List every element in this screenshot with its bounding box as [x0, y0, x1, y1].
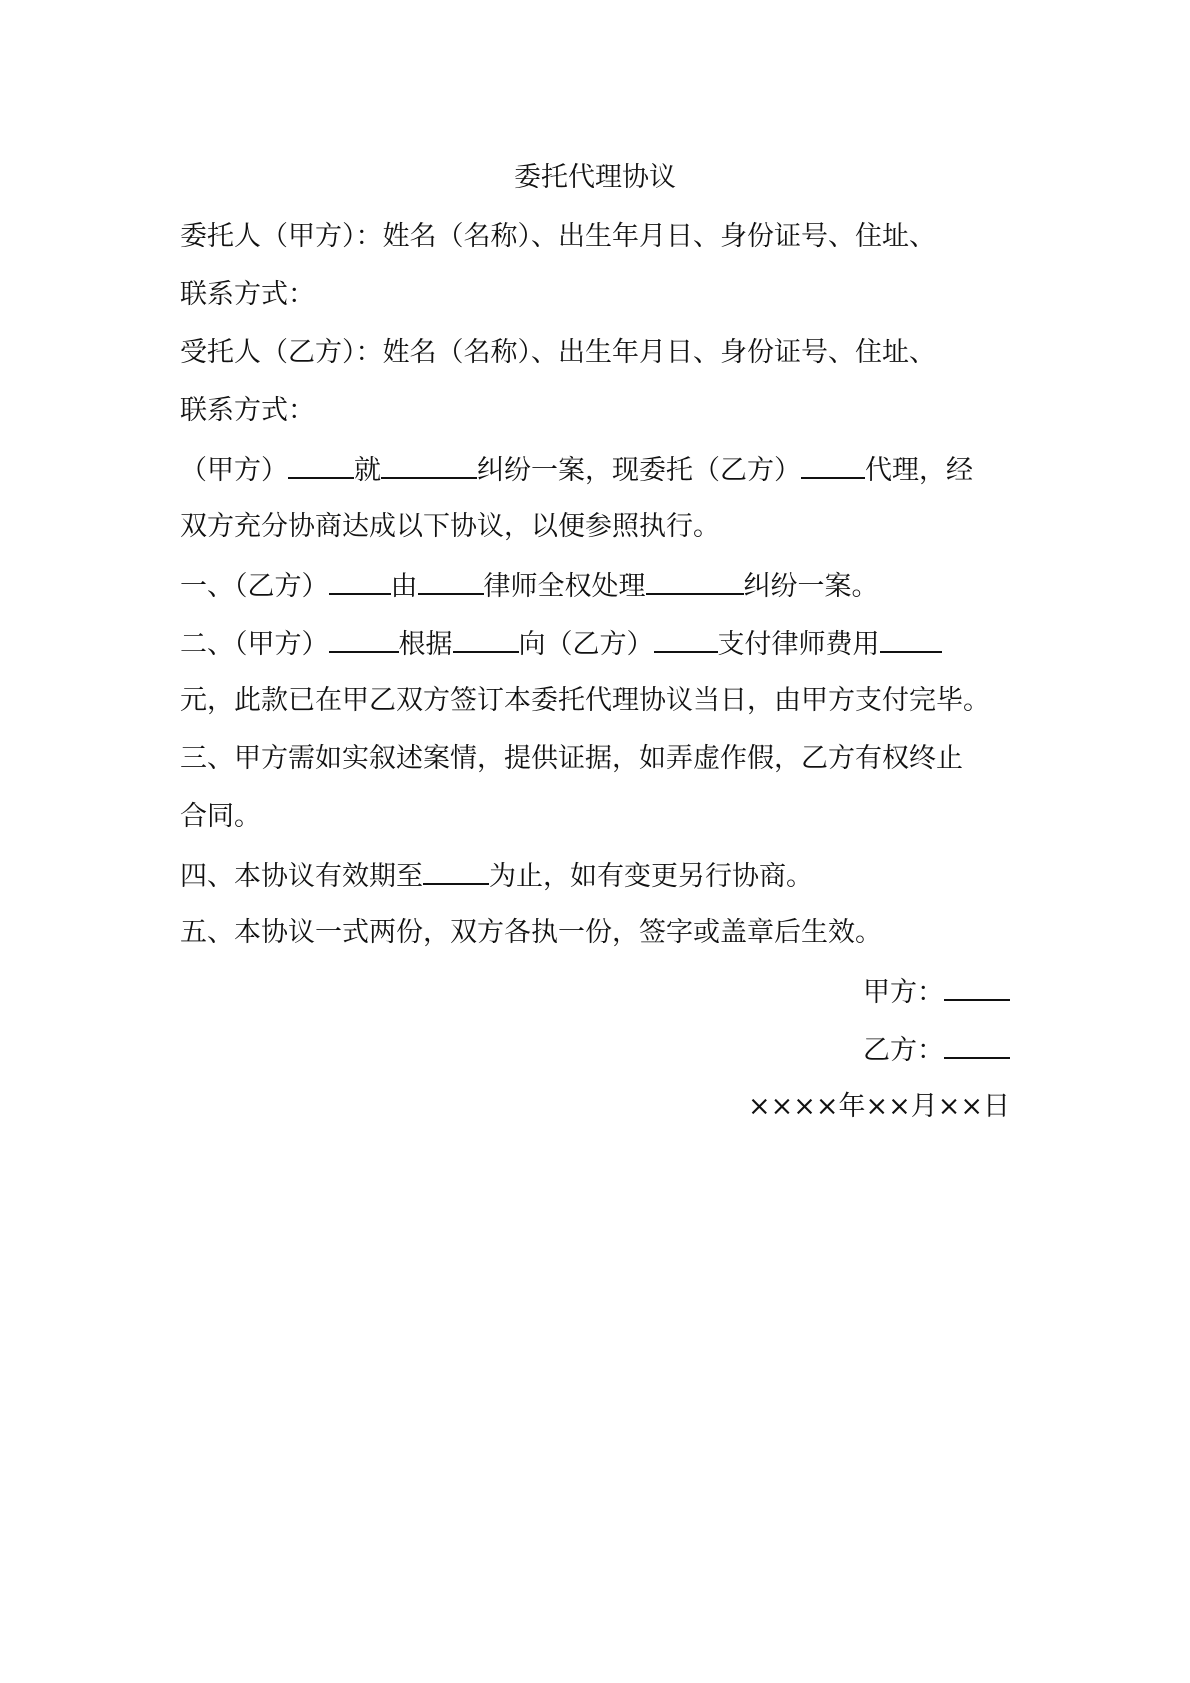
clause-3-line-2: 合同。	[180, 801, 261, 832]
signature-party-b	[180, 1029, 1010, 1069]
fill-blank	[329, 623, 399, 653]
intro-text-d: 代理，经	[865, 455, 973, 486]
clause-4	[180, 855, 1010, 895]
clause-1-text-c: 律师全权处理	[483, 571, 646, 602]
fill-blank	[654, 623, 718, 653]
fill-blank	[288, 449, 354, 479]
clause-3-line-1: 三、甲方需如实叙述案情，提供证据，如弄虚作假，乙方有权终止	[180, 743, 963, 774]
clause-4-text-b: 为止，如有变更另行协商。	[489, 861, 813, 892]
fill-blank	[453, 623, 519, 653]
clause-1	[180, 565, 1010, 605]
intro-text-a: （甲方）	[180, 455, 288, 486]
principal-line-2: 联系方式：	[180, 279, 315, 310]
intro-line-2: 双方充分协商达成以下协议，以便参照执行。	[180, 511, 720, 542]
principal-line-1: 委托人（甲方）：姓名（名称）、出生年月日、身份证号、住址、	[180, 221, 936, 252]
signature-blank	[944, 1029, 1010, 1059]
signature-date: ××××年××月××日	[748, 1091, 1010, 1122]
clause-1-text-a: 一、（乙方）	[180, 571, 329, 602]
signature-party-a	[180, 971, 1010, 1011]
clause-2-text-b: 根据	[398, 629, 453, 660]
intro-text-b: 就	[354, 455, 381, 486]
party-b-label: 乙方：	[863, 1035, 944, 1066]
fill-blank	[329, 565, 391, 595]
clause-1-text-d: 纠纷一案。	[743, 571, 879, 602]
fill-blank	[381, 449, 477, 479]
agent-line-2: 联系方式：	[180, 395, 315, 426]
intro-line-1	[180, 449, 1010, 489]
fill-blank	[880, 623, 942, 653]
agent-line-1: 受托人（乙方）：姓名（名称）、出生年月日、身份证号、住址、	[180, 337, 936, 368]
intro-text-c: 纠纷一案，现委托（乙方）	[477, 455, 801, 486]
clause-4-text-a: 四、本协议有效期至	[180, 861, 423, 892]
fill-blank	[418, 565, 484, 595]
document-title: 委托代理协议	[514, 162, 676, 193]
clause-2-text-c: 向（乙方）	[518, 629, 654, 660]
clause-2-text-d: 支付律师费用	[717, 629, 880, 660]
clause-1-text-b: 由	[390, 571, 418, 602]
fill-blank	[646, 565, 744, 595]
signature-blank	[944, 971, 1010, 1001]
clause-2-line-2: 元，此款已在甲乙双方签订本委托代理协议当日，由甲方支付完毕。	[180, 685, 990, 716]
clause-2-line-1	[180, 623, 1010, 663]
clause-5: 五、本协议一式两份，双方各执一份，签字或盖章后生效。	[180, 917, 882, 948]
fill-blank	[801, 449, 865, 479]
clause-2-text-a: 二、（甲方）	[180, 629, 329, 660]
fill-blank	[423, 855, 489, 885]
party-a-label: 甲方：	[863, 977, 944, 1008]
